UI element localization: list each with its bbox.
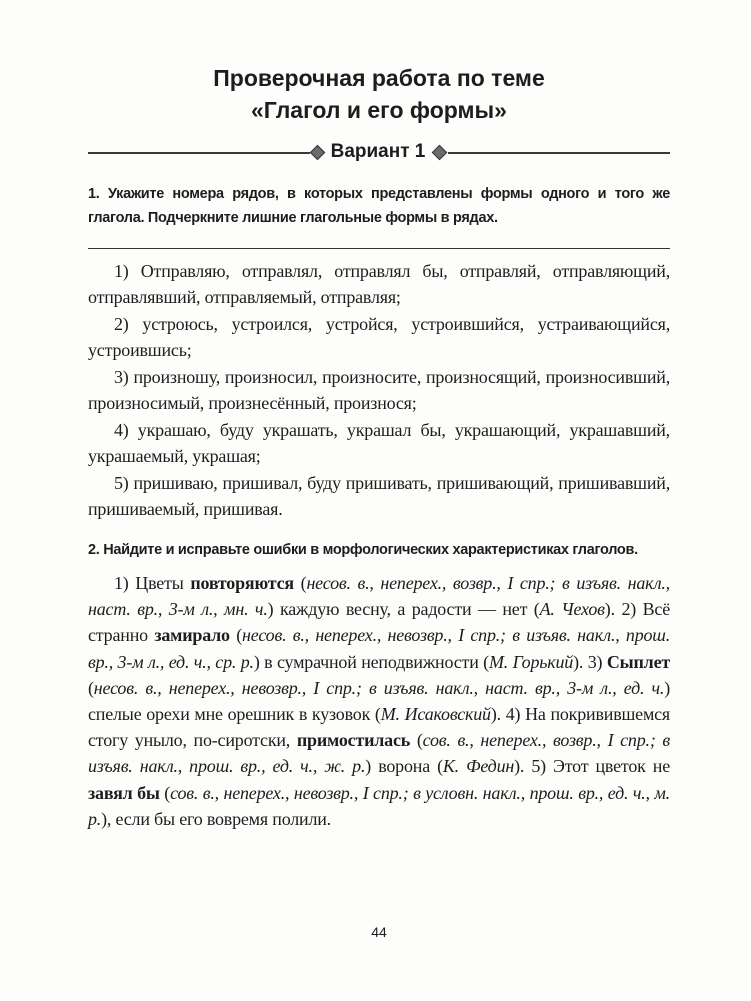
verb-term: замирало bbox=[154, 625, 230, 646]
text-segment: ( bbox=[229, 625, 243, 646]
answer-line bbox=[88, 248, 670, 249]
title-line-2: «Глагол и его формы» bbox=[251, 97, 507, 123]
task-2-paragraph bbox=[88, 570, 670, 832]
text-segment: ) каждую весну, а радости — нет ( bbox=[267, 599, 540, 620]
page-title bbox=[88, 62, 670, 126]
italic-annotation: сов. в., неперех., возвр., I спр.; в изъяв. накл., прош. вр., ед. ч., ж. р. bbox=[88, 730, 670, 777]
verb-term: примостилась bbox=[296, 730, 411, 751]
italic-annotation: К. Федин bbox=[442, 756, 515, 777]
variant-label: Вариант 1 bbox=[330, 141, 426, 162]
text-segment: ( bbox=[159, 782, 171, 803]
text-segment: ( bbox=[293, 573, 307, 593]
variant-header bbox=[88, 138, 670, 168]
verb-term: Сыплет bbox=[606, 651, 670, 672]
text-segment: ). 2) Всё странно bbox=[88, 599, 670, 646]
text-segment: ( bbox=[88, 677, 94, 698]
italic-annotation: М. Исаковский bbox=[380, 704, 491, 725]
text-segment: ) ворона ( bbox=[365, 756, 443, 777]
verb-term: завял бы bbox=[88, 782, 160, 803]
italic-annotation: сов. в., неперех., невозвр., I спр.; в условн. накл., прош. вр., ед. ч., м. р. bbox=[88, 782, 670, 829]
title-line-1: Проверочная работа по теме bbox=[213, 65, 545, 91]
italic-annotation: несов. в., неперех., возвр., I спр.; в изъяв. накл., наст. вр., 3-м л., мн. ч. bbox=[88, 573, 670, 620]
text-segment: ). 4) На покривившемся стогу уныло, по-сиротски, bbox=[88, 704, 671, 751]
task-1-prompt: 1. Укажите номера рядов, в которых представлены формы одного и того же глагола. Подчеркните лишние глагольные формы в рядах. bbox=[88, 186, 670, 226]
text-segment: ). 5) Этот цветок не bbox=[514, 756, 670, 777]
italic-annotation: М. Горький bbox=[488, 651, 574, 672]
italic-annotation: несов. в., неперех., невозвр., I спр.; в изъяв. накл., наст. вр., 3-м л., ед. ч. bbox=[93, 677, 665, 698]
text-segment: ) в сумрачной неподвижности ( bbox=[253, 651, 489, 672]
italic-annotation: несов. в., неперех., невозвр., I спр.; в изъяв. накл., прош. вр., 3-м л., ед. ч., ср. р. bbox=[88, 625, 670, 672]
page-number: 44 bbox=[371, 924, 387, 940]
list-item: 3) произношу, произносил, произносите, произносящий, произносивший, произносимый, произнесённый, произнося; bbox=[88, 367, 670, 413]
text-segment: ( bbox=[410, 730, 423, 751]
text-segment: ). 3) bbox=[573, 651, 607, 672]
list-item: 5) пришиваю, пришивал, буду пришивать, пришивающий, пришивавший, пришиваемый, пришивая. bbox=[88, 473, 670, 519]
list-item: 1) Отправляю, отправлял, отправлял бы, отправляй, отправляющий, отправлявший, отправляемый, отправляя; bbox=[88, 261, 670, 307]
italic-annotation: А. Чехов bbox=[539, 599, 605, 620]
text-segment: ) спелые орехи мне орешник в кузовок ( bbox=[88, 677, 670, 725]
divider-right bbox=[448, 152, 670, 154]
task-2-prompt: 2. Найдите и исправьте ошибки в морфологических характеристиках глаголов. bbox=[88, 542, 638, 558]
text-segment: ), если бы его вовремя полили. bbox=[101, 808, 331, 829]
text-segment: 1) Цветы bbox=[114, 573, 191, 593]
list-item: 4) украшаю, буду украшать, украшал бы, украшающий, украшавший, украшаемый, украшая; bbox=[88, 420, 670, 466]
verb-term: повторяются bbox=[190, 573, 294, 593]
task-2-body bbox=[88, 570, 670, 832]
divider-left bbox=[88, 152, 310, 154]
task-1-items bbox=[88, 258, 670, 523]
list-item: 2) устроюсь, устроился, устройся, устроившийся, устраивающийся, устроившись; bbox=[88, 314, 670, 360]
